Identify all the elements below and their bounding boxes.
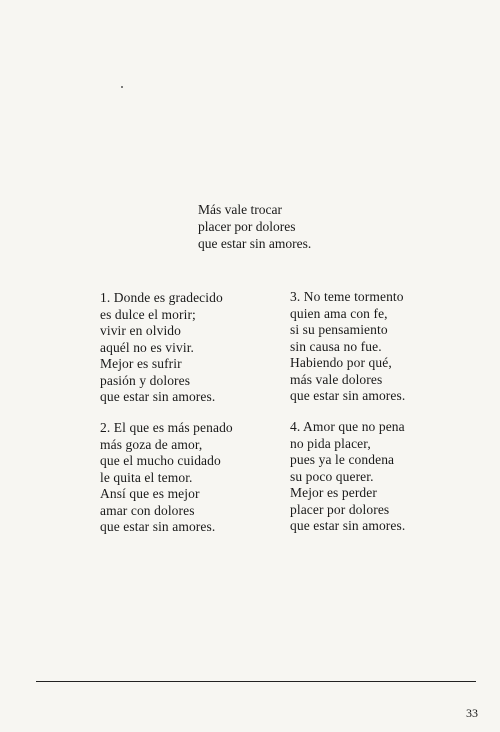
stanza-line: aquél no es vivir.	[100, 339, 195, 355]
stanza-line: pasión y dolores	[100, 372, 191, 388]
stanza-line: le quita el temor.	[100, 469, 193, 485]
stanza-line: Habiendo por qué,	[290, 355, 392, 370]
stanza-line: 3. No teme tormento	[290, 289, 404, 304]
stanza-line: que estar sin amores.	[100, 389, 216, 404]
stanza-3	[290, 289, 405, 405]
stanza-line: quien ama con fe,	[290, 305, 388, 321]
stanza-line: que estar sin amores.	[290, 388, 406, 403]
page-number: 33	[466, 706, 478, 720]
stanza-line: su poco querer.	[290, 468, 374, 484]
print-speck	[121, 86, 123, 88]
stanza-line: no pida placer,	[290, 435, 371, 451]
stanza-line: Mejor es sufrir	[100, 356, 182, 371]
stanza-line: más vale dolores	[290, 371, 383, 387]
refrain-line: placer por dolores	[198, 219, 296, 234]
stanza-line: si su pensamiento	[290, 322, 388, 337]
refrain-line: que estar sin amores.	[198, 236, 312, 251]
stanza-line: 4. Amor que no pena	[290, 419, 405, 434]
stanza-line: que estar sin amores.	[100, 519, 216, 534]
stanza-line: es dulce el morir;	[100, 306, 196, 322]
stanza-line: sin causa no fue.	[290, 338, 382, 354]
stanza-2	[100, 420, 233, 536]
stanza-line: más goza de amor,	[100, 436, 203, 452]
stanza-1	[100, 290, 223, 406]
stanza-line: 2. El que es más penado	[100, 420, 233, 435]
refrain-line: Más vale trocar	[198, 202, 282, 217]
stanza-line: que el mucho cuidado	[100, 453, 221, 468]
stanza-line: amar con dolores	[100, 502, 195, 518]
stanza-line: pues ya le condena	[290, 452, 395, 467]
stanza-line: 1. Donde es gradecido	[100, 290, 223, 305]
stanza-line: Mejor es perder	[290, 485, 377, 500]
stanza-line: vivir en olvido	[100, 323, 181, 338]
stanza-4	[290, 419, 405, 535]
stanza-line: que estar sin amores.	[290, 518, 406, 533]
stanza-line: placer por dolores	[290, 501, 390, 517]
refrain	[198, 201, 311, 252]
footer-divider	[36, 681, 476, 682]
stanza-line: Ansí que es mejor	[100, 486, 200, 501]
